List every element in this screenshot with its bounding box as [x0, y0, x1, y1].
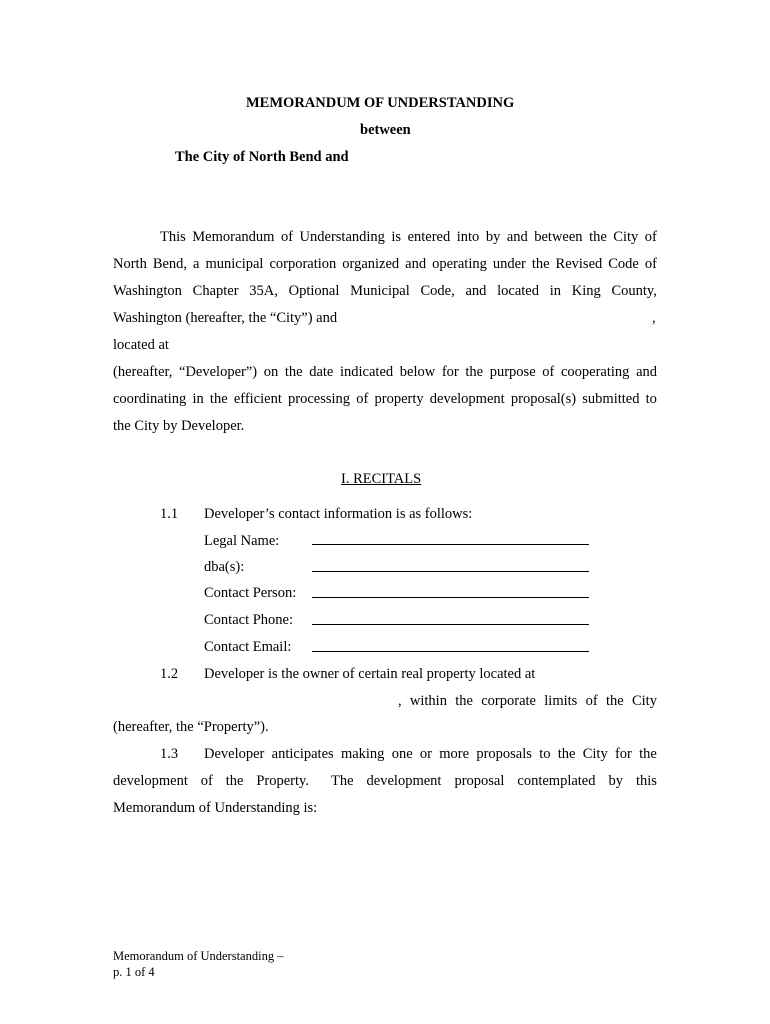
word: and: [465, 283, 487, 299]
intro-line-3: [113, 282, 657, 300]
word: between: [534, 229, 583, 245]
field-blank-legal-name[interactable]: [312, 544, 589, 545]
word: the: [589, 229, 607, 245]
document-title: MEMORANDUM OF UNDERSTANDING: [246, 95, 515, 111]
word: into: [456, 229, 480, 245]
word: the: [639, 746, 657, 762]
word: anticipates: [271, 746, 334, 762]
word: a: [193, 256, 200, 272]
paragraph-1-1-text: Developer’s contact information is as follows:: [204, 506, 473, 522]
word: organized: [342, 256, 400, 272]
footer-page-number: p. 1 of 4: [113, 965, 155, 979]
word: by: [485, 229, 501, 245]
paragraph-1-2-text: Developer is the owner of certain real property located at: [204, 666, 536, 682]
word: the: [209, 391, 228, 407]
word: Washington: [113, 283, 182, 299]
intro-line-1: [160, 228, 657, 246]
word: proposal(s): [510, 391, 577, 407]
word: Revised: [555, 256, 603, 272]
word: City: [613, 229, 639, 245]
word: is: [391, 229, 402, 245]
field-blank-contact-phone[interactable]: [312, 624, 589, 625]
word: “Developer”): [179, 364, 258, 380]
word: on: [263, 364, 279, 380]
word: under: [492, 256, 526, 272]
word: to: [645, 391, 657, 407]
word: one: [391, 746, 413, 762]
document-between: between: [360, 122, 411, 138]
word: cooperating: [560, 364, 630, 380]
word: for: [614, 746, 632, 762]
field-label-contact-phone: Contact Phone:: [204, 612, 294, 628]
word: or: [419, 746, 432, 762]
intro-line-4-comma: ,: [652, 310, 656, 326]
word: the: [284, 364, 303, 380]
word: Code,: [420, 283, 455, 299]
word: Bend,: [152, 256, 188, 272]
word: contemplated: [517, 773, 596, 789]
word: and: [405, 256, 427, 272]
word: The: [331, 773, 354, 789]
field-label-contact-person: Contact Person:: [204, 585, 297, 601]
intro-line-7: [113, 390, 657, 408]
word: processing: [288, 391, 351, 407]
word: located: [497, 283, 539, 299]
word: limits: [544, 693, 578, 709]
word: below: [399, 364, 436, 380]
word: making: [340, 746, 385, 762]
word: City: [631, 693, 657, 709]
word: City: [582, 746, 608, 762]
word: of: [542, 364, 555, 380]
word: of: [356, 391, 369, 407]
field-label-contact-email: Contact Email:: [204, 639, 292, 655]
word: County,: [611, 283, 657, 299]
word: of: [280, 229, 294, 245]
word: efficient: [233, 391, 282, 407]
word: North: [113, 256, 147, 272]
word: and: [636, 364, 657, 380]
field-blank-contact-email[interactable]: [312, 651, 589, 652]
word: the: [225, 773, 244, 789]
footer-line-1: Memorandum of Understanding –: [113, 949, 284, 963]
word: of: [200, 773, 213, 789]
intro-line-2: [113, 255, 657, 273]
word: proposals: [476, 746, 532, 762]
paragraph-number-1-1: 1.1: [160, 506, 179, 522]
word: operating: [432, 256, 487, 272]
word: (hereafter,: [113, 364, 173, 380]
word: this: [636, 773, 657, 789]
word: date: [309, 364, 334, 380]
word: the: [605, 693, 624, 709]
word: Municipal: [350, 283, 410, 299]
word: corporation: [269, 256, 337, 272]
word: development: [429, 391, 505, 407]
word: the: [557, 746, 576, 762]
word: 35A,: [249, 283, 278, 299]
word: for: [441, 364, 459, 380]
word: entered: [407, 229, 451, 245]
word: of: [644, 229, 657, 245]
paragraph-number-1-3: 1.3: [160, 746, 179, 762]
word: purpose: [489, 364, 536, 380]
word: development: [366, 773, 442, 789]
word: Property.: [256, 773, 309, 789]
paragraph-1-2-line-2: [398, 692, 657, 710]
word: the: [465, 364, 484, 380]
paragraph-1-3-line-2b: [331, 772, 657, 790]
word: to: [539, 746, 551, 762]
word: the: [455, 693, 473, 709]
word: in: [549, 283, 561, 299]
word: Memorandum: [192, 229, 275, 245]
field-blank-dba[interactable]: [312, 571, 589, 572]
paragraph-1-3-line-2a: [113, 772, 309, 790]
word: by: [608, 773, 623, 789]
field-label-dba: dba(s):: [204, 559, 245, 575]
word: Understanding: [299, 229, 385, 245]
word: submitted: [582, 391, 640, 407]
word: coordinating: [113, 391, 187, 407]
word: in: [192, 391, 204, 407]
word: ,: [398, 693, 402, 709]
word: property: [374, 391, 424, 407]
field-label-legal-name: Legal Name:: [204, 533, 280, 549]
word: development: [113, 773, 188, 789]
word: Optional: [288, 283, 340, 299]
paragraph-number-1-2: 1.2: [160, 666, 179, 682]
paragraph-1-2-line-3: (hereafter, the “Property”).: [113, 719, 269, 735]
word: of: [585, 693, 598, 709]
word: corporate: [481, 693, 536, 709]
word: Code: [608, 256, 639, 272]
intro-line-4: Washington (hereafter, the “City”) and: [113, 310, 338, 326]
intro-line-8: the City by Developer.: [113, 418, 245, 434]
word: of: [644, 256, 657, 272]
word: Chapter: [192, 283, 239, 299]
word: Developer: [204, 746, 265, 762]
word: indicated: [339, 364, 394, 380]
word: This: [160, 229, 186, 245]
word: within: [409, 693, 447, 709]
field-blank-contact-person[interactable]: [312, 597, 589, 598]
paragraph-1-3-line-3: Memorandum of Understanding is:: [113, 800, 318, 816]
intro-line-6: [113, 363, 657, 381]
word: proposal: [454, 773, 505, 789]
document-parties: The City of North Bend and: [175, 149, 349, 165]
word: more: [439, 746, 470, 762]
word: the: [531, 256, 550, 272]
paragraph-1-3-line-1: [204, 745, 657, 763]
word: and: [506, 229, 528, 245]
word: municipal: [205, 256, 264, 272]
intro-line-5: located at: [113, 337, 169, 353]
word: King: [571, 283, 601, 299]
section-heading-recitals: I. RECITALS: [341, 471, 422, 487]
